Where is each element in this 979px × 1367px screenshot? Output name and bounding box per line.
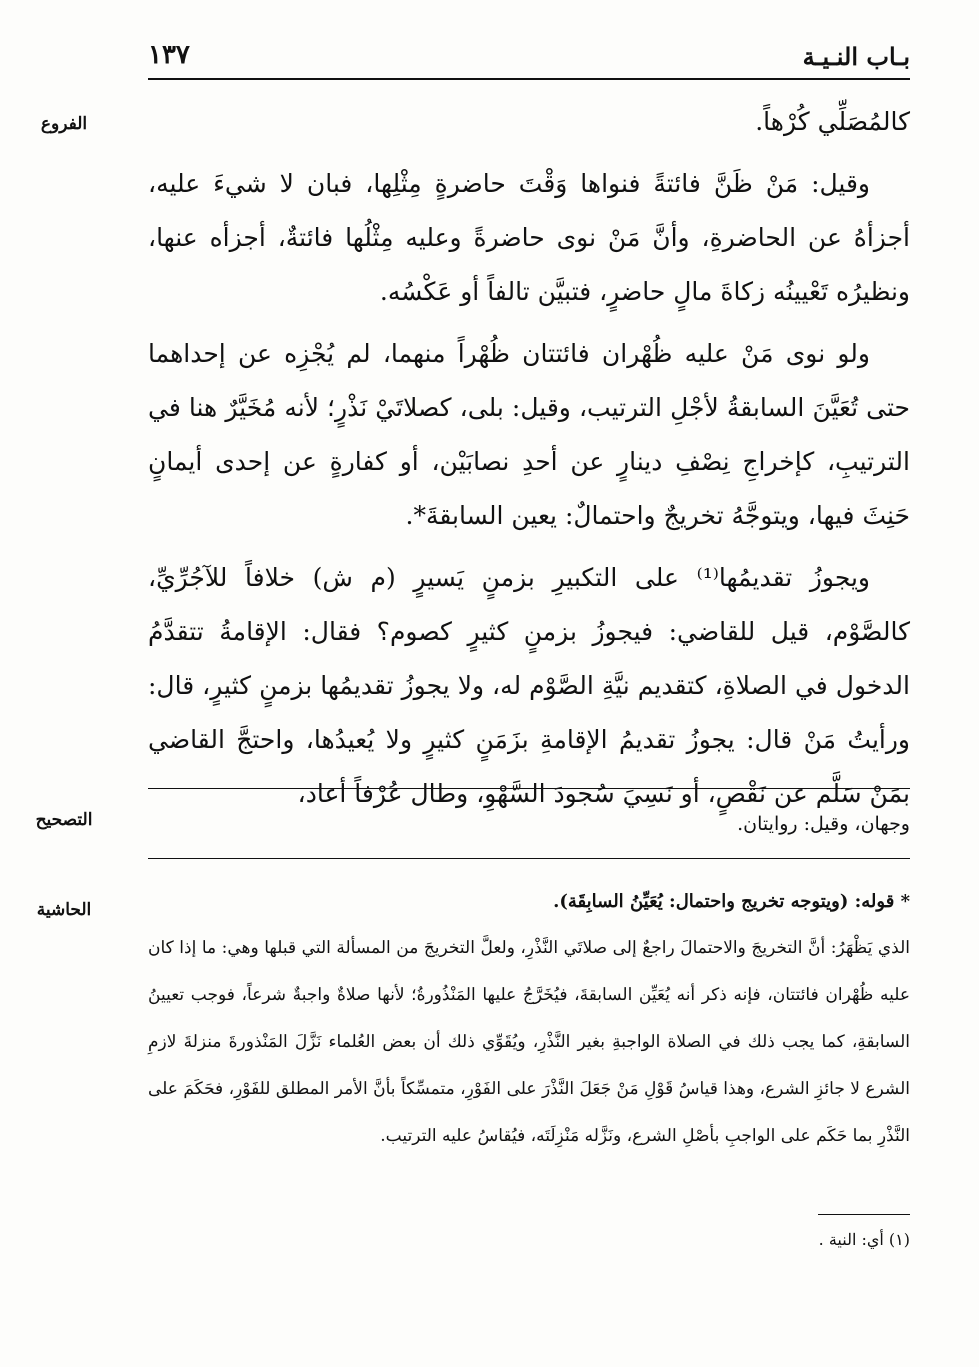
side-label-furu: الفروع [40, 114, 88, 134]
hashiya-section [148, 878, 910, 1208]
side-label-hashiya: الحاشية [36, 900, 92, 920]
page-number: ١٣٧ [148, 40, 190, 70]
footnote-divider [818, 1214, 910, 1215]
main-paragraph-3: ولو نوى مَنْ عليه ظُهْران فائتتان ظُهْراً منهما، لم يُجْزِه عن إحداهما حتى تُعَيَّنَ السابقةُ لأجْلِ الترتيب، وقيل: بلى، كصلاتَيْ نَذْرٍ؛ لأنه مُخَيَّرٌ هنا في الترتيبِ، كإخراجِ نِصْفِ دينارٍ عن أحدِ نصابَيْن، أو كفارةٍ عن إحدى أيمانٍ حَنِثَ فيها، ويتوجَّهُ تخريجٌ واحتمالٌ: يعين السابقةَ*. [148, 339, 910, 530]
footnote: (١) أي: النية . [818, 1230, 910, 1249]
main-paragraph-4: ويجوزُ تقديمُها⁽¹⁾ على التكبيرِ بزمنٍ يَسيرٍ (م ش) خلافاً للآجُرِّيِّ، كالصَّوْم، قيل للقاضي: فيجوزُ بزمنٍ كثيرٍ كصوم؟ فقال: الإقامةُ تتقدَّمُ الدخول في الصلاةِ، كتقديم نيَّةِ الصَّوْم له، ولا يجوزُ تقديمُها بزمنٍ كثيرٍ، قال: ورأيتُ مَنْ قال: يجوزُ تقديمُ الإقامةِ بزَمَنٍ كثيرٍ ولا يُعيدُها، واحتجَّ القاضي بمَنْ سَلَّم عن نَقْصٍ، أو نَسِيَ سُجودَ السَّهْوِ، وطال عُرْفاً أعاد، [148, 563, 910, 808]
chapter-title: بـاب النـيـة [802, 42, 910, 71]
tashih-text: وجهان، وقيل: روايتان. [737, 813, 910, 835]
side-label-tashih: التصحيح [35, 810, 93, 830]
main-text [148, 95, 910, 808]
page-header [148, 38, 910, 80]
main-paragraph-1: كالمُصَلِّي كُرْهاً. [755, 107, 910, 136]
hashiya-heading: * قوله: (ويتوجه تخريج واحتمال: يُعَيِّنُ السابِقَة). [553, 891, 910, 912]
main-paragraph-2: وقيل: مَنْ ظَنَّ فائتةً فنواها وَقْتَ حاضرةٍ مِثْلِها، فبان لا شيءَ عليه، أجزأهُ عن الحاضرةِ، وأنَّ مَنْ نوى حاضرةً وعليه مِثْلُها فائتةٌ، أجزأه عنها، ونظيرُه تَعْيينُه زكاةَ مالٍ حاضرٍ، فتبيَّن تالفاً أو عَكْسُه. [148, 169, 910, 306]
section-divider-bottom [148, 858, 910, 859]
section-divider-top [148, 788, 910, 789]
hashiya-body: الذي يَظْهَرُ: أنَّ التخريجَ والاحتمالَ راجعٌ إلى صلاتَي النَّذْرِ، ولعلَّ التخريجَ من المسألة التي قبلها وهي: ما إذا كان عليه ظُهْران فائتتان، فإنه ذكر أنه يُعَيِّن السابقةَ، فيُخَرَّجُ عليها المَنْذُورةُ؛ لأنها صلاةٌ واجبةٌ شرعاً، فوجب تعيينُ السابقةِ، كما يجب ذلك في الصلاة الواجبةِ بغير النَّذْرِ، ويُقَوِّي ذلك أن بعض العُلماء نَزَّلَ المَنْذورةَ منزلةَ لازمِ الشرع لا جائزِ الشرع، وهذا قياسُ قَوْلِ مَنْ جَعَلَ النَّذْرَ على الفَوْرِ، متمسِّكاً بأنَّ الأمر المطلق للفَوْرِ، فحَكَمَ على النَّذْرِ بما حَكَم على الواجبِ بأصْلِ الشرع، ونَزَّله مَنْزِلَتَه، فيُقاسُ عليه الترتيب. [148, 938, 910, 1146]
